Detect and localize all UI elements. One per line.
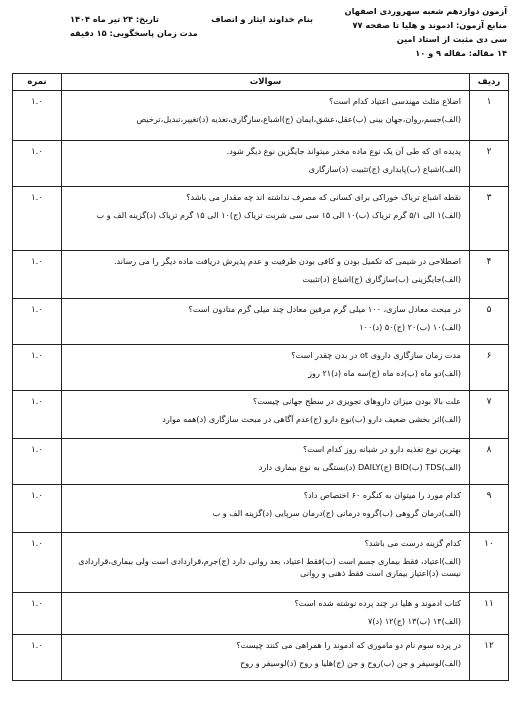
col-question-header: سوالات xyxy=(62,74,470,91)
header-duration: مدت زمان پاسخگویی: ۱۵ دقیقه xyxy=(70,28,198,38)
col-row-header: ردیف xyxy=(470,74,509,91)
question-number: ۹ xyxy=(486,491,492,501)
question-text: مدت زمان سازگاری داروی ot در بدن چقدر است؟ xyxy=(291,350,461,360)
question-text: اضلاع مثلث مهندسی اعتیاد کدام است؟ xyxy=(328,96,461,106)
question-score: ۱.۰ xyxy=(31,193,43,203)
table-row xyxy=(13,187,509,251)
question-score: ۱.۰ xyxy=(31,257,43,267)
questions-table xyxy=(12,73,509,681)
question-options: (الف)دو ماه (ب)ده ماه (ج)سه ماه (د)۲۱ روز xyxy=(308,368,461,378)
question-text: علت بالا بودن میزان داروهای تجویزی در سطح جهانی چیست؟ xyxy=(252,396,461,406)
table-row xyxy=(13,439,509,485)
question-score: ۱.۰ xyxy=(31,445,43,455)
header-sources: منابع آزمون: ادموند و هلیا تا صفحه ۷۷ xyxy=(352,20,507,30)
question-score: ۱.۰ xyxy=(31,491,43,501)
question-text: نقطه اشباع تریاک خوراکی برای کسانی که مصرف نداشته اند چه مقدار می باشد؟ xyxy=(186,192,461,202)
question-text: اصطلاحی در شیمی که تکمیل بودن و کافی بودن ظرفیت و عدم پذیرش دریافت ماده دیگر را می رساند. xyxy=(113,256,461,266)
question-text: کتاب ادموند و هلیا در چند پرده نوشته شده است؟ xyxy=(294,598,461,608)
question-options: (الف)۱۴ (ب)۱۳ (ج)۱۲ (د)۷ xyxy=(367,616,461,626)
question-text: در پرده سوم نام دو ماموری که ادموند را همراهی می کنند چیست؟ xyxy=(236,640,461,650)
question-number: ۱۲ xyxy=(484,641,494,651)
question-options: (الف)اشباع (ب)پایداری (ج)تثبیت (د)سازگاری xyxy=(308,164,461,174)
question-score: ۱.۰ xyxy=(31,599,43,609)
table-row xyxy=(13,345,509,391)
question-text: کدام گزینه درست می باشد؟ xyxy=(364,538,461,548)
header-date: تاریخ: ۲۴ تیر ماه ۱۴۰۴ xyxy=(70,14,160,24)
question-options: (الف)لوسیفر و جن (ب)روح و جن (ج)هلیا و روح (د)لوسیفر و روح xyxy=(240,658,461,668)
question-number: ۸ xyxy=(486,445,492,455)
col-score-header: نمره xyxy=(13,74,62,91)
question-score: ۱.۰ xyxy=(31,641,43,651)
question-score: ۱.۰ xyxy=(31,539,43,549)
question-score: ۱.۰ xyxy=(31,97,43,107)
question-text: کدام مورد را میتوان به کنگره ۶۰ اختصاص داد؟ xyxy=(303,490,461,500)
header-cd: سی دی مثبت از استاد امین xyxy=(396,34,507,44)
table-row xyxy=(13,533,509,593)
table-row xyxy=(13,485,509,533)
table-row xyxy=(13,251,509,299)
table-row xyxy=(13,391,509,439)
question-options: (الف)جایگزینی (ب)سازگاری (ج)اشباع (د)تثبیت xyxy=(302,274,461,284)
question-options: (الف)جسم،روان،جهان بینی (ب)عقل،عشق،ایمان (ج)اشباع،سازگاری،تغذیه (د)تغییر،تبدیل،ترخیص xyxy=(136,114,461,124)
question-number: ۱۱ xyxy=(484,599,494,609)
question-options: (الف)اثر بخشی ضعیف دارو (ب)نوع دارو (ج)عدم آگاهی در مبحث سازگاری (د)همه موارد xyxy=(162,414,461,424)
table-row xyxy=(13,635,509,681)
table-row xyxy=(13,141,509,187)
question-options: (الف)اعتیاد، فقط بیماری جسم است (ب)فقط اعتیاد، بعد روانی دارد (ج)جرم،قراردادی است ولی بیماری،قراردادی نیست (د)اعتیاز بیماری است فقط ذهنی و روانی xyxy=(78,556,461,578)
table-row xyxy=(13,91,509,141)
question-score: ۱.۰ xyxy=(31,305,43,315)
table-header-row xyxy=(13,74,509,91)
question-text: بهترین نوع تغذیه دارو در شبانه روز کدام است؟ xyxy=(303,444,461,454)
question-score: ۱.۰ xyxy=(31,397,43,407)
question-score: ۱.۰ xyxy=(31,351,43,361)
table-row xyxy=(13,593,509,635)
exam-header xyxy=(0,6,521,68)
header-articles: ۱۴ مقاله: مقاله ۹ و ۱۰ xyxy=(415,48,507,58)
question-options: (الف)۱۰ (ب)۲۰ (ج)۵۰ (د)۱۰۰ xyxy=(359,322,461,332)
header-basmala: بنام خداوند ایثار و انصاف xyxy=(211,14,313,24)
header-exam-title: آزمون دوازدهم شعبه سهروردی اصفهان xyxy=(344,6,507,16)
question-number: ۱۰ xyxy=(484,539,494,549)
table-row xyxy=(13,299,509,345)
question-options: (الف)۱ الی ۵/۱ گرم تریاک (ب)۱۰ الی ۱۵ سی سی شربت تریاک (ج)۱۰ الی ۱۵ گرم تریاک (د)گزینه الف و ب xyxy=(96,210,461,220)
question-number: ۴ xyxy=(486,257,492,267)
question-text: پدیده ای که طی آن یک نوع ماده مخدر میتواند جایگزین نوع دیگر شود. xyxy=(226,146,461,156)
question-number: ۳ xyxy=(486,193,492,203)
question-number: ۵ xyxy=(486,305,492,315)
question-score: ۱.۰ xyxy=(31,147,43,157)
question-number: ۶ xyxy=(486,351,492,361)
question-number: ۷ xyxy=(486,397,492,407)
question-number: ۲ xyxy=(486,147,492,157)
question-text: در مبحث معادل سازی، ۱۰۰ میلی گرم مرفین معادل چند میلی گرم متادون است؟ xyxy=(188,304,461,314)
question-options: (الف)TDS (ب)BID (ج)DAILY (د)بستگی به نوع بیماری دارد xyxy=(258,462,461,472)
question-options: (الف)درمان گروهی (ب)گروه درمانی (ج)درمان سرپایی (د)گزینه الف و ب xyxy=(212,508,461,518)
question-number: ۱ xyxy=(486,97,492,107)
